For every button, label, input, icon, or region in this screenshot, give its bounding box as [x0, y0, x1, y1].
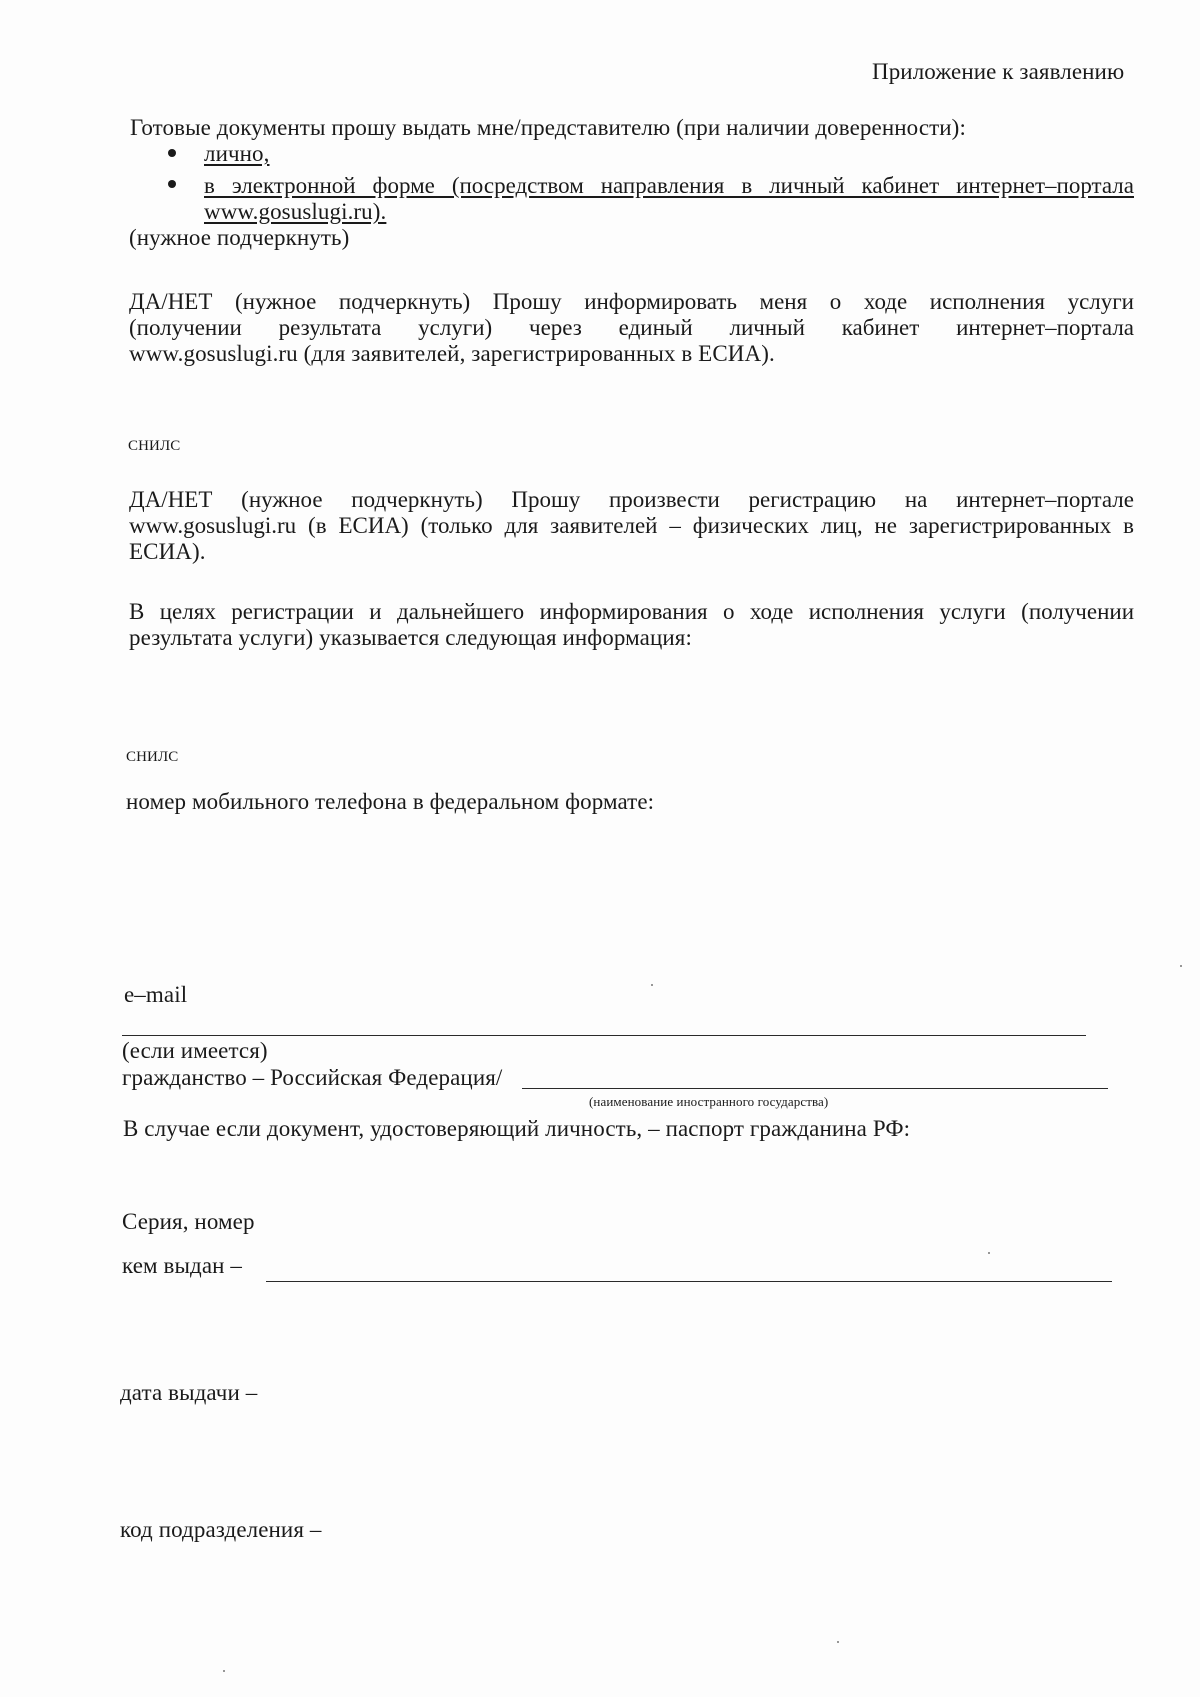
bullet-icon: [168, 180, 176, 188]
phone-label: номер мобильного телефона в федеральном формате:: [126, 789, 655, 814]
delivery-option-personal: лично,: [204, 141, 270, 166]
inform-line-1: ДА/НЕТ (нужное подчеркнуть) Прошу информировать меня о ходе исполнения услуги: [129, 289, 1134, 314]
delivery-option-electronic: в электронной форме (посредством направления в личный кабинет интернет–портала: [204, 173, 1134, 198]
citizenship-underline: [522, 1088, 1108, 1089]
register-line-2: www.gosuslugi.ru (в ЕСИА) (только для заявителей – физических лиц, не зарегистрированных в: [129, 513, 1134, 538]
delivery-intro: Готовые документы прошу выдать мне/представителю (при наличии доверенности):: [130, 115, 966, 140]
info-line-2: результата услуги) указывается следующая информация:: [129, 625, 692, 650]
bullet-icon: [168, 149, 176, 157]
citizenship-hint: (наименование иностранного государства): [589, 1094, 829, 1109]
inform-line-3: www.gosuslugi.ru (для заявителей, зарегистрированных в ЕСИА).: [129, 341, 775, 366]
register-line-1: ДА/НЕТ (нужное подчеркнуть) Прошу произвести регистрацию на интернет–портале: [129, 487, 1134, 512]
scan-speck: [223, 1670, 225, 1672]
issue-date-label: дата выдачи –: [120, 1380, 258, 1405]
email-underline: [122, 1035, 1086, 1036]
snils-label-1: СНИЛС: [128, 438, 181, 454]
info-line-1: В целях регистрации и дальнейшего информирования о ходе исполнения услуги (получении: [129, 599, 1134, 624]
delivery-option-electronic-url: www.gosuslugi.ru).: [204, 199, 387, 224]
issued-by-underline: [266, 1281, 1112, 1282]
citizenship-label: гражданство – Российская Федерация/: [122, 1065, 503, 1090]
scan-speck: [988, 1252, 990, 1254]
passport-intro: В случае если документ, удостоверяющий личность, – паспорт гражданина РФ:: [123, 1116, 911, 1141]
snils-label-2: СНИЛС: [126, 749, 179, 765]
register-line-3: ЕСИА).: [129, 539, 206, 564]
scan-speck: [651, 984, 653, 986]
issued-by-label: кем выдан –: [122, 1253, 242, 1278]
delivery-hint: (нужное подчеркнуть): [129, 225, 350, 250]
email-label: e–mail: [124, 982, 188, 1007]
document-header: Приложение к заявлению: [872, 59, 1125, 84]
inform-line-2: (получении результата услуги) через единый личный кабинет интернет–портала: [129, 315, 1134, 340]
email-hint: (если имеется): [122, 1038, 268, 1063]
scan-speck: [1180, 965, 1182, 967]
scan-speck: [837, 1641, 839, 1643]
division-code-label: код подразделения –: [120, 1517, 322, 1542]
series-label: Серия, номер: [122, 1209, 255, 1234]
